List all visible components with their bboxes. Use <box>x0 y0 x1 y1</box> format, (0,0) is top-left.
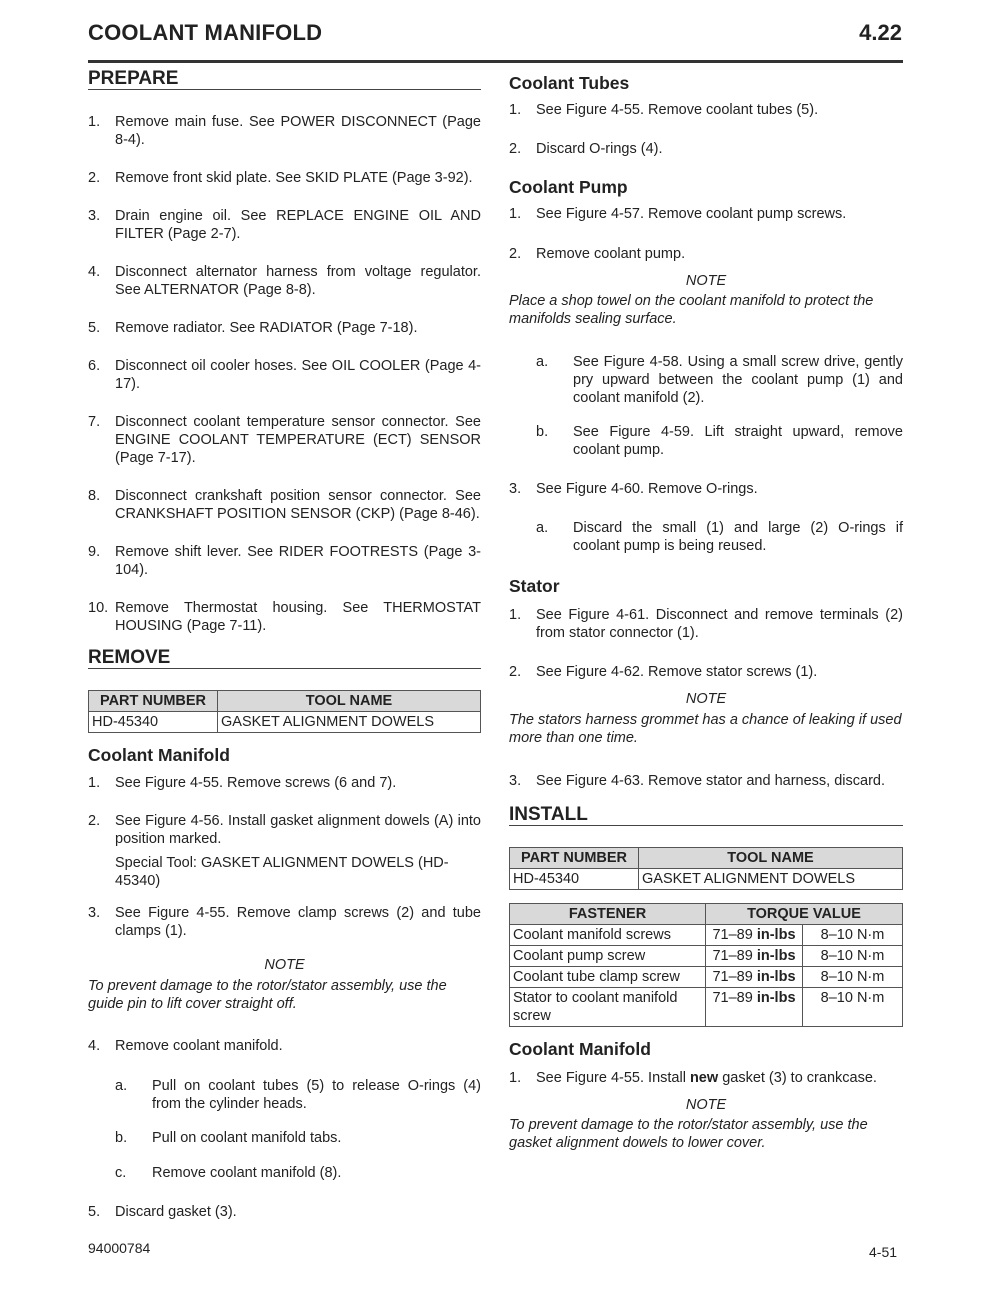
table-row <box>510 925 903 946</box>
list-item: 3. Drain engine oil. See REPLACE ENGINE OIL AND FILTER (Page 2-7). <box>88 208 481 242</box>
left-column <box>88 68 481 1221</box>
fastener-cell: Coolant manifold screws <box>510 925 706 946</box>
list-item: 2. See Figure 4-56. Install gasket alignment dowels (A) into position marked. <box>88 813 481 847</box>
sub-list-item: c. Remove coolant manifold (8). <box>115 1165 342 1181</box>
sub-list-item: a. See Figure 4-58. Using a small screw drive, gently pry upward between the coolant pump (1) and coolant manifold (2). <box>536 354 903 406</box>
list-item: 1. See Figure 4-61. Disconnect and remove terminals (2) from stator connector (1). <box>509 607 903 641</box>
list-item: 3. See Figure 4-60. Remove O-rings. <box>509 481 758 497</box>
list-item: 2. Discard O-rings (4). <box>509 141 663 157</box>
list-item: 3. See Figure 4-55. Remove clamp screws (2) and tube clamps (1). <box>88 905 481 939</box>
note-label: NOTE <box>685 273 727 289</box>
torque-table-header-value: TORQUE VALUE <box>706 904 903 925</box>
install-coolant-manifold-heading: Coolant Manifold <box>509 1039 651 1059</box>
list-item: 1. See Figure 4-55. Remove coolant tubes (5). <box>509 102 819 118</box>
torque-imperial-cell: 71–89 in-lbs <box>706 925 803 946</box>
header-divider <box>88 60 903 63</box>
table-row <box>510 946 903 967</box>
note-label: NOTE <box>685 1097 727 1113</box>
list-item: 7. Disconnect coolant temperature sensor connector. See ENGINE COOLANT TEMPERATURE (ECT) SENSOR (Page 7-17). <box>88 414 481 466</box>
sub-list-item: b. Pull on coolant manifold tabs. <box>115 1130 342 1146</box>
stator-heading: Stator <box>509 576 560 596</box>
right-column <box>509 68 903 1152</box>
coolant-manifold-heading: Coolant Manifold <box>88 745 230 765</box>
tool-name: GASKET ALIGNMENT DOWELS <box>218 712 481 733</box>
torque-metric-cell: 8–10 N·m <box>803 967 903 988</box>
note-text: To prevent damage to the rotor/stator assembly, use the guide pin to lift cover straight off. <box>88 978 447 1012</box>
sub-list-item: b. See Figure 4-59. Lift straight upward, remove coolant pump. <box>536 424 903 458</box>
tool-table-header-name: TOOL NAME <box>218 691 481 712</box>
list-item: 9. Remove shift lever. See RIDER FOOTRESTS (Page 3-104). <box>88 544 481 578</box>
list-item: 1. See Figure 4-55. Remove screws (6 and 7). <box>88 775 397 791</box>
torque-imperial-cell: 71–89 in-lbs <box>706 967 803 988</box>
list-item: 1. See Figure 4-57. Remove coolant pump screws. <box>509 206 847 222</box>
fastener-cell: Coolant pump screw <box>510 946 706 967</box>
list-item: 6. Disconnect oil cooler hoses. See OIL COOLER (Page 4-17). <box>88 358 481 392</box>
fastener-cell: Coolant tube clamp screw <box>510 967 706 988</box>
list-item: 4. Remove coolant manifold. <box>88 1038 283 1054</box>
prepare-heading: PREPARE <box>88 70 481 90</box>
install-heading: INSTALL <box>509 806 903 826</box>
note-text: The stators harness grommet has a chance of leaking if used more than one time. <box>509 712 902 746</box>
tool-table-header-part: PART NUMBER <box>510 848 639 869</box>
list-item: 1. Remove main fuse. See POWER DISCONNECT (Page 8-4). <box>88 114 481 148</box>
tool-table-header-name: TOOL NAME <box>639 848 903 869</box>
special-tool-line: Special Tool: GASKET ALIGNMENT DOWELS (HD-45340) <box>115 855 449 889</box>
list-item: 4. Disconnect alternator harness from voltage regulator. See ALTERNATOR (Page 8-8). <box>88 264 481 298</box>
remove-heading: REMOVE <box>88 649 481 669</box>
torque-table-header-fastener: FASTENER <box>510 904 706 925</box>
list-item: 1. See Figure 4-55. Install new gasket (3) to crankcase. <box>509 1070 877 1086</box>
table-row <box>510 967 903 988</box>
page-title: COOLANT MANIFOLD <box>88 20 323 45</box>
list-item: 8. Disconnect crankshaft position sensor connector. See CRANKSHAFT POSITION SENSOR (CKP) (Page 8-46). <box>88 488 481 522</box>
tool-part-number: HD-45340 <box>89 712 218 733</box>
list-item: 2. See Figure 4-62. Remove stator screws (1). <box>509 664 818 680</box>
coolant-tubes-heading: Coolant Tubes <box>509 73 630 93</box>
torque-imperial-cell: 71–89 in-lbs <box>706 988 803 1027</box>
torque-table <box>509 903 903 1027</box>
table-row <box>510 988 903 1027</box>
coolant-pump-heading: Coolant Pump <box>509 177 628 197</box>
fastener-cell: Stator to coolant manifold screw <box>510 988 706 1027</box>
remove-tool-table <box>88 690 481 733</box>
document-number: 94000784 <box>88 1240 151 1256</box>
list-item: 5. Discard gasket (3). <box>88 1204 237 1220</box>
install-tool-table <box>509 847 903 890</box>
tool-part-number: HD-45340 <box>510 869 639 890</box>
torque-metric-cell: 8–10 N·m <box>803 988 903 1027</box>
note-label: NOTE <box>685 691 727 707</box>
section-number: 4.22 <box>859 20 902 45</box>
tool-table-header-part: PART NUMBER <box>89 691 218 712</box>
note-text: Place a shop towel on the coolant manifold to protect the manifolds sealing surface. <box>509 293 874 327</box>
torque-imperial-cell: 71–89 in-lbs <box>706 946 803 967</box>
list-item: 3. See Figure 4-63. Remove stator and harness, discard. <box>509 773 885 789</box>
sub-list-item: a. Pull on coolant tubes (5) to release O-rings (4) from the cylinder heads. <box>115 1078 481 1112</box>
torque-metric-cell: 8–10 N·m <box>803 946 903 967</box>
list-item: 10. Remove Thermostat housing. See THERMOSTAT HOUSING (Page 7-11). <box>88 600 481 634</box>
list-item: 5. Remove radiator. See RADIATOR (Page 7-18). <box>88 320 418 336</box>
note-text: To prevent damage to the rotor/stator assembly, use the gasket alignment dowels to lower cover. <box>509 1117 868 1151</box>
torque-metric-cell: 8–10 N·m <box>803 925 903 946</box>
prepare-steps <box>88 113 481 635</box>
tool-name: GASKET ALIGNMENT DOWELS <box>639 869 903 890</box>
sub-list-item: a. Discard the small (1) and large (2) O-rings if coolant pump is being reused. <box>536 520 903 554</box>
list-item: 2. Remove front skid plate. See SKID PLATE (Page 3-92). <box>88 170 473 186</box>
list-item: 2. Remove coolant pump. <box>509 246 686 262</box>
page-number: 4-51 <box>869 1244 898 1260</box>
note-label: NOTE <box>264 957 305 973</box>
